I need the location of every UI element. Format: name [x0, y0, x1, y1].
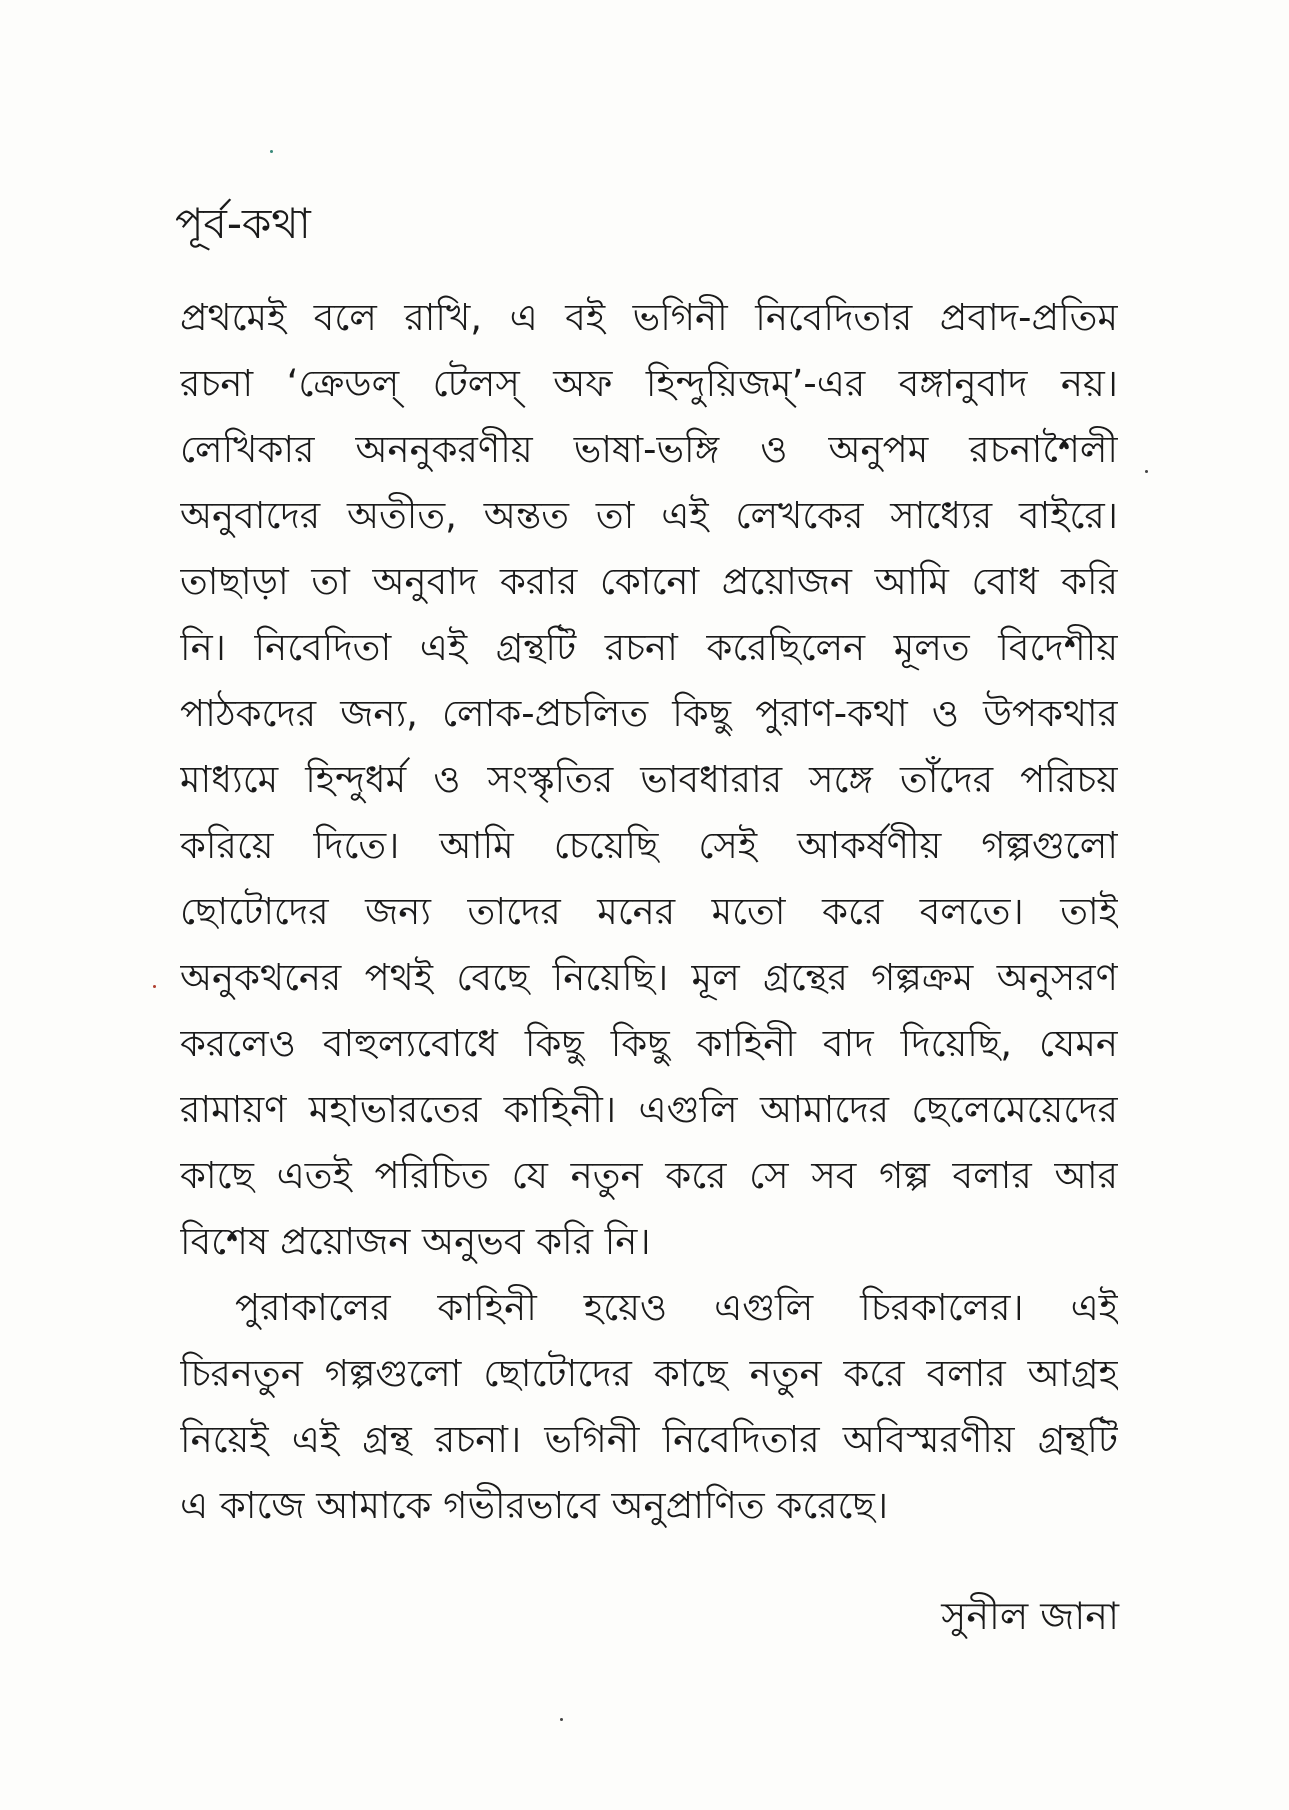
paragraph-1-line: মাধ্যমে হিন্দুধর্ম ও সংস্কৃতির ভাবধারার সঙ্গে তাঁদের পরিচয়	[180, 758, 1118, 801]
paragraph-1-line: ছোটোদের জন্য তাদের মনের মতো করে বলতে। তাই	[180, 890, 1118, 933]
paragraph-2-line: পুরাকালের কাহিনী হয়েও এগুলি চিরকালের। এই	[235, 1286, 1118, 1329]
paragraph-1-line: লেখিকার অননুকরণীয় ভাষা-ভঙ্গি ও অনুপম রচনাশৈলী	[180, 428, 1118, 471]
paragraph-2-line: চিরনতুন গল্পগুলো ছোটোদের কাছে নতুন করে বলার আগ্রহ	[180, 1352, 1118, 1395]
paragraph-1-line: পাঠকদের জন্য, লোক-প্রচলিত কিছু পুরাণ-কথা ও উপকথার	[180, 692, 1118, 735]
paragraph-1-line: করলেও বাহুল্যবোধে কিছু কিছু কাহিনী বাদ দিয়েছি, যেমন	[180, 1022, 1118, 1065]
paragraph-1-line: রামায়ণ মহাভারতের কাহিনী। এগুলি আমাদের ছেলেমেয়েদের	[180, 1088, 1118, 1131]
scan-speck	[1145, 470, 1148, 473]
paragraph-1-line: নি। নিবেদিতা এই গ্রন্থটি রচনা করেছিলেন মূলত বিদেশীয়	[180, 626, 1118, 669]
paragraph-1-line: প্রথমেই বলে রাখি, এ বই ভগিনী নিবেদিতার প্রবাদ-প্রতিম	[180, 296, 1118, 339]
paragraph-1-line: করিয়ে দিতে। আমি চেয়েছি সেই আকর্ষণীয় গল্পগুলো	[180, 824, 1118, 867]
paragraph-1-line: বিশেষ প্রয়োজন অনুভব করি নি।	[180, 1220, 651, 1263]
scan-speck	[270, 150, 273, 153]
paragraph-1-line: তাছাড়া তা অনুবাদ করার কোনো প্রয়োজন আমি বোধ করি	[180, 560, 1118, 603]
paragraph-1-line: অনুবাদের অতীত, অন্তত তা এই লেখকের সাধ্যের বাইরে।	[180, 494, 1118, 537]
scan-speck	[560, 1718, 563, 1721]
paragraph-1-line: কাছে এতই পরিচিত যে নতুন করে সে সব গল্প বলার আর	[180, 1154, 1118, 1197]
author-signature: সুনীল জানা	[941, 1594, 1119, 1638]
paragraph-1-line: রচনা ‘ক্রেডল্ টেলস্ অফ হিন্দুয়িজম্’-এর বঙ্গানুবাদ নয়।	[180, 362, 1118, 405]
paragraph-2-line: নিয়েই এই গ্রন্থ রচনা। ভগিনী নিবেদিতার অবিস্মরণীয় গ্রন্থটি	[180, 1418, 1118, 1461]
scan-speck	[153, 985, 156, 988]
paragraph-2-line: এ কাজে আমাকে গভীরভাবে অনুপ্রাণিত করেছে।	[180, 1484, 889, 1527]
page-heading: পূর্ব-কথা	[175, 199, 311, 248]
paragraph-1-line: অনুকথনের পথই বেছে নিয়েছি। মূল গ্রন্থের গল্পক্রম অনুসরণ	[180, 956, 1118, 999]
